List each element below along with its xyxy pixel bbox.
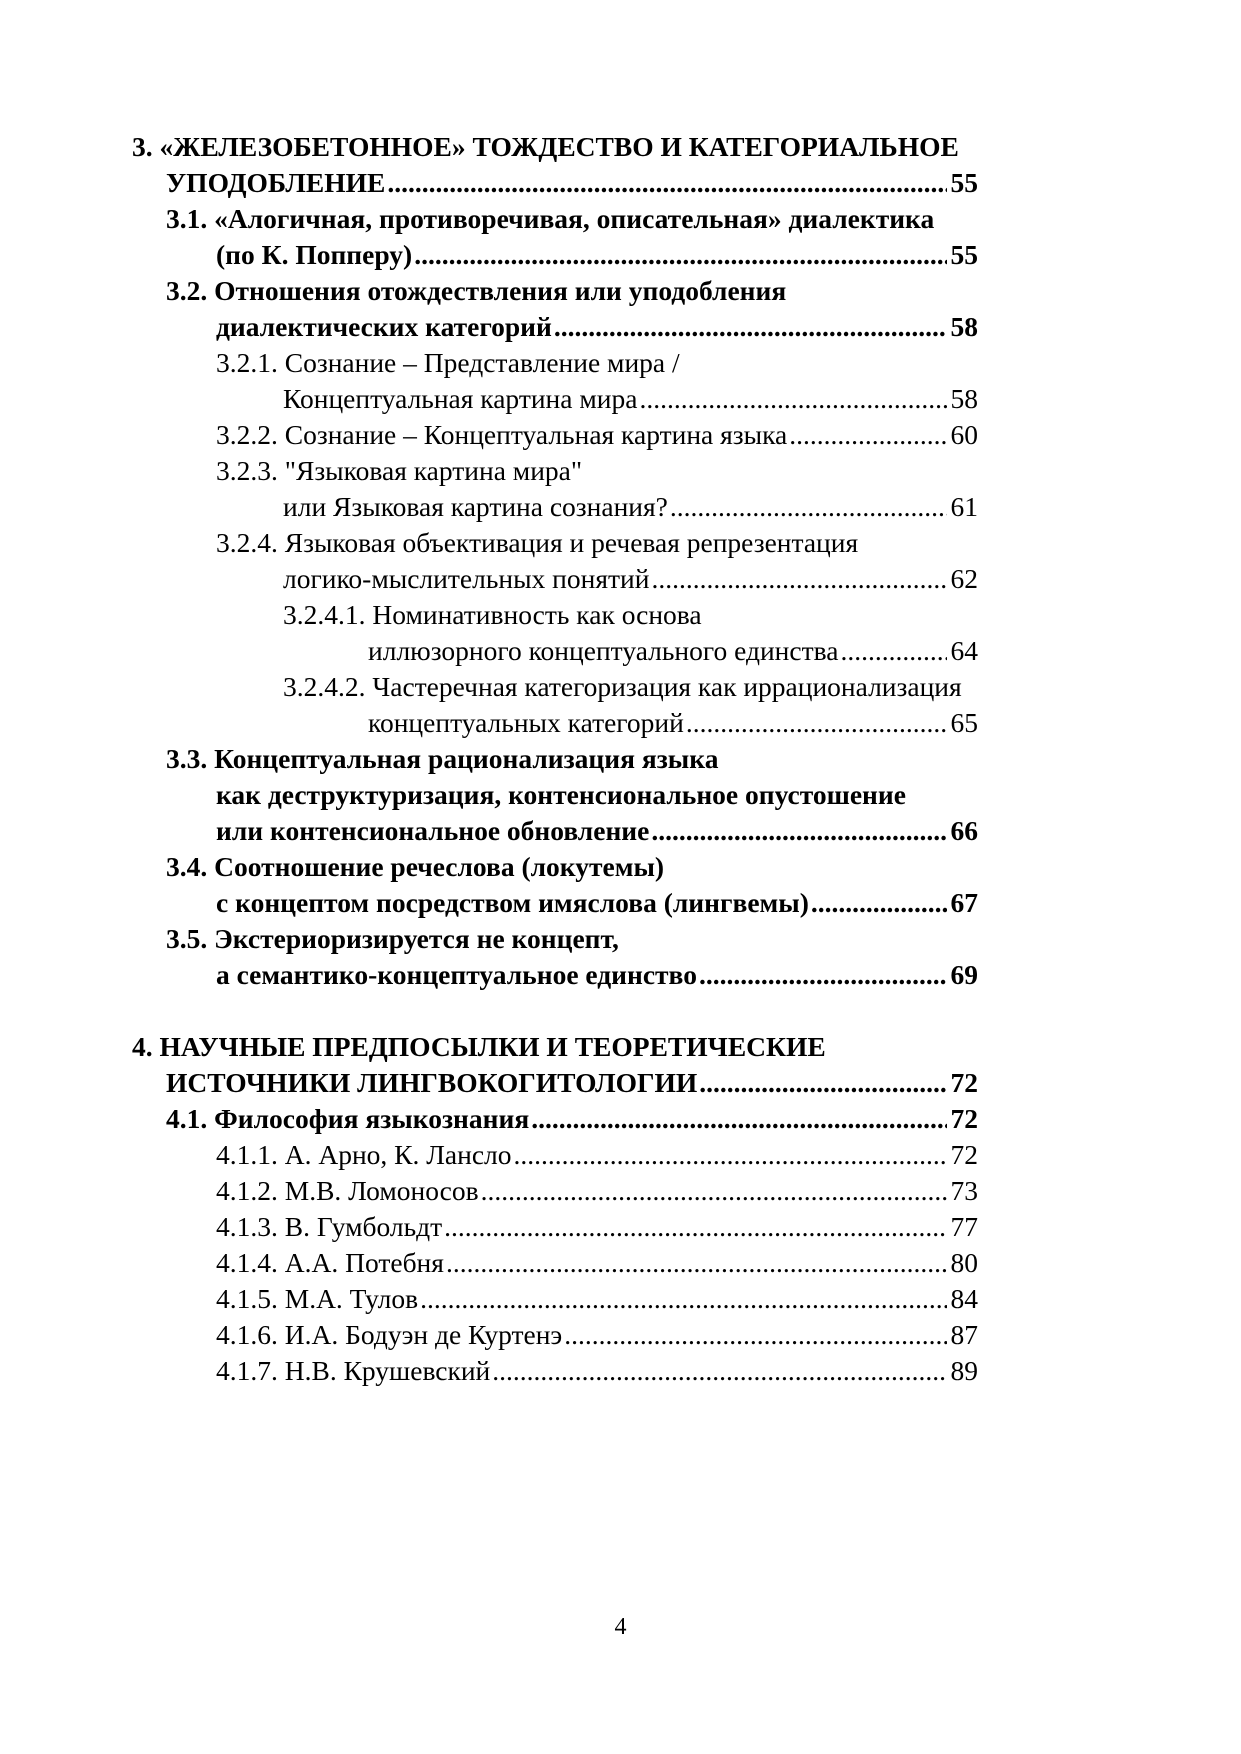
toc-entry-3-1-line1 xyxy=(166,199,978,239)
toc-entry-3-3[interactable] xyxy=(216,811,978,851)
toc-page-number: 80 xyxy=(950,1247,978,1278)
toc-entry-title: а семантико-концептуальное единство xyxy=(216,959,697,990)
toc-entry-4-1[interactable] xyxy=(166,1099,978,1139)
toc-page-number: 72 xyxy=(950,1067,978,1098)
dot-leader xyxy=(387,163,946,203)
toc-page-number: 73 xyxy=(950,1175,978,1206)
toc-entry-title: 4.1.6. И.А. Бодуэн де Куртенэ xyxy=(216,1319,563,1350)
toc-entry-title: (по К. Попперу) xyxy=(216,239,413,270)
dot-leader xyxy=(446,1243,947,1283)
toc-entry-title: 3.3. Концептуальная рационализация языка xyxy=(166,743,719,774)
toc-entry-3-2-3[interactable] xyxy=(283,487,978,527)
toc-entry-3-5-line1 xyxy=(166,919,978,959)
toc-entry-title: 4.1.5. М.А. Тулов xyxy=(216,1283,419,1314)
dot-leader xyxy=(840,631,946,671)
toc-entry-title: 3.4. Соотношение речеслова (локутемы) xyxy=(166,851,665,882)
toc-page-number: 55 xyxy=(950,167,978,198)
dot-leader xyxy=(492,1351,946,1391)
toc-page-number: 67 xyxy=(950,887,978,918)
toc-entry-title: 4.1.3. В. Гумбольдт xyxy=(216,1211,443,1242)
dot-leader xyxy=(531,1099,946,1139)
toc-page-number: 62 xyxy=(950,563,978,594)
toc-entry-3-2-4[interactable] xyxy=(283,559,978,599)
toc-page-number: 87 xyxy=(950,1319,978,1350)
toc-page-number: 55 xyxy=(950,239,978,270)
toc-entry-title: логико-мыслительных понятий xyxy=(283,563,650,594)
dot-leader xyxy=(564,1315,946,1355)
toc-entry-3-2-4-1-line1 xyxy=(283,595,978,635)
toc-entry-title: 3.2.4. Языковая объективация и речевая репрезентация xyxy=(216,527,859,558)
toc-chapter-3-heading xyxy=(132,127,992,167)
toc-entry-3-2-4-line1 xyxy=(216,523,978,563)
toc-entry-4-1-1[interactable] xyxy=(216,1135,978,1175)
dot-leader xyxy=(444,1207,946,1247)
toc-entry-title: 3.1. «Алогичная, противоречивая, описательная» диалектика xyxy=(166,203,935,234)
dot-leader xyxy=(414,235,946,275)
toc-entry-3-1[interactable] xyxy=(216,235,978,275)
toc-page-number: 89 xyxy=(950,1355,978,1386)
toc-entry-4-1-7[interactable] xyxy=(216,1351,978,1391)
toc-entry-chapter-4[interactable] xyxy=(166,1063,978,1103)
toc-entry-4-1-5[interactable] xyxy=(216,1279,978,1319)
toc-entry-3-4[interactable] xyxy=(216,883,978,923)
toc-page-number: 72 xyxy=(950,1139,978,1170)
toc-entry-3-2-3-line1 xyxy=(216,451,978,491)
dot-leader xyxy=(651,811,946,851)
toc-entry-title: 3. «ЖЕЛЕЗОБЕТОННОЕ» ТОЖДЕСТВО И КАТЕГОРИАЛЬНОЕ xyxy=(132,131,959,162)
dot-leader xyxy=(699,955,947,995)
toc-entry-title: 3.2.1. Сознание – Представление мира / xyxy=(216,347,680,378)
toc-entry-3-2-4-2-line1 xyxy=(283,667,978,707)
dot-leader xyxy=(481,1171,947,1211)
toc-entry-title: ИСТОЧНИКИ ЛИНГВОКОГИТОЛОГИИ xyxy=(166,1067,698,1098)
toc-chapter-4-heading xyxy=(132,1027,992,1067)
toc-entry-3-2-4-2[interactable] xyxy=(368,703,978,743)
toc-page-number: 58 xyxy=(950,311,978,342)
toc-entry-title: или Языковая картина сознания? xyxy=(283,491,668,522)
toc-entry-3-2-line1 xyxy=(166,271,978,311)
toc-entry-title: диалектических категорий xyxy=(216,311,552,342)
toc-page-number: 72 xyxy=(950,1103,978,1134)
toc-page-number: 58 xyxy=(950,383,978,414)
dot-leader xyxy=(639,379,946,419)
toc-entry-title: 3.2. Отношения отождествления или уподобления xyxy=(166,275,787,306)
toc-entry-title: иллюзорного концептуального единства xyxy=(368,635,839,666)
toc-entry-chapter-3[interactable] xyxy=(166,163,978,203)
toc-entry-title: как деструктуризация, контенсиональное опустошение xyxy=(216,779,906,810)
toc-entry-title: 3.2.4.1. Номинативность как основа xyxy=(283,599,702,630)
toc-entry-3-5[interactable] xyxy=(216,955,978,995)
dot-leader xyxy=(789,415,946,455)
toc-entry-4-1-6[interactable] xyxy=(216,1315,978,1355)
toc-entry-title: 4.1.4. А.А. Потебня xyxy=(216,1247,444,1278)
page-number: 4 xyxy=(614,1614,627,1640)
toc-entry-3-3-line2 xyxy=(216,775,978,815)
dot-leader xyxy=(699,1063,946,1103)
dot-leader xyxy=(420,1279,946,1319)
toc-entry-title: или контенсиональное обновление xyxy=(216,815,650,846)
toc-page-number: 65 xyxy=(950,707,978,738)
toc-page-number: 60 xyxy=(950,419,978,450)
toc-entry-title: 3.2.4.2. Частеречная категоризация как иррационализация xyxy=(283,671,962,702)
toc-entry-title: 4.1.1. А. Арно, К. Лансло xyxy=(216,1139,512,1170)
toc-entry-title: Концептуальная картина мира xyxy=(283,383,638,414)
toc-page-number: 66 xyxy=(950,815,978,846)
toc-entry-3-2[interactable] xyxy=(216,307,978,347)
toc-entry-4-1-2[interactable] xyxy=(216,1171,978,1211)
toc-page-number: 84 xyxy=(950,1283,978,1314)
toc-page-number: 77 xyxy=(950,1211,978,1242)
toc-entry-title: УПОДОБЛЕНИЕ xyxy=(166,167,386,198)
toc-entry-4-1-4[interactable] xyxy=(216,1243,978,1283)
toc-entry-title: 3.2.3. "Языковая картина мира" xyxy=(216,455,583,486)
toc-entry-title: 4.1.7. Н.В. Крушевский xyxy=(216,1355,491,1386)
toc-page-number: 69 xyxy=(950,959,978,990)
dot-leader xyxy=(514,1135,947,1175)
toc-entry-3-3-line1 xyxy=(166,739,978,779)
toc-entry-title: 4. НАУЧНЫЕ ПРЕДПОСЫЛКИ И ТЕОРЕТИЧЕСКИЕ xyxy=(132,1031,826,1062)
toc-entry-title: 4.1.2. М.В. Ломоносов xyxy=(216,1175,479,1206)
toc-entry-title: с концептом посредством имяслова (лингвемы) xyxy=(216,887,809,918)
toc-page-number: 64 xyxy=(950,635,978,666)
toc-entry-3-4-line1 xyxy=(166,847,978,887)
toc-entry-title: 4.1. Философия языкознания xyxy=(166,1103,530,1134)
toc-entry-3-2-1-line1 xyxy=(216,343,978,383)
toc-entry-title: 3.5. Экстериоризируется не концепт, xyxy=(166,923,619,954)
dot-leader xyxy=(811,883,947,923)
toc-entry-4-1-3[interactable] xyxy=(216,1207,978,1247)
toc-page-number: 61 xyxy=(950,491,978,522)
dot-leader xyxy=(670,487,947,527)
toc-entry-3-2-1[interactable] xyxy=(283,379,978,419)
dot-leader xyxy=(686,703,947,743)
toc-entry-title: 3.2.2. Сознание – Концептуальная картина языка xyxy=(216,419,788,450)
toc-entry-3-2-4-1[interactable] xyxy=(368,631,978,671)
dot-leader xyxy=(554,307,947,347)
toc-entry-3-2-2[interactable] xyxy=(216,415,978,455)
dot-leader xyxy=(651,559,946,599)
toc-entry-title: концептуальных категорий xyxy=(368,707,684,738)
